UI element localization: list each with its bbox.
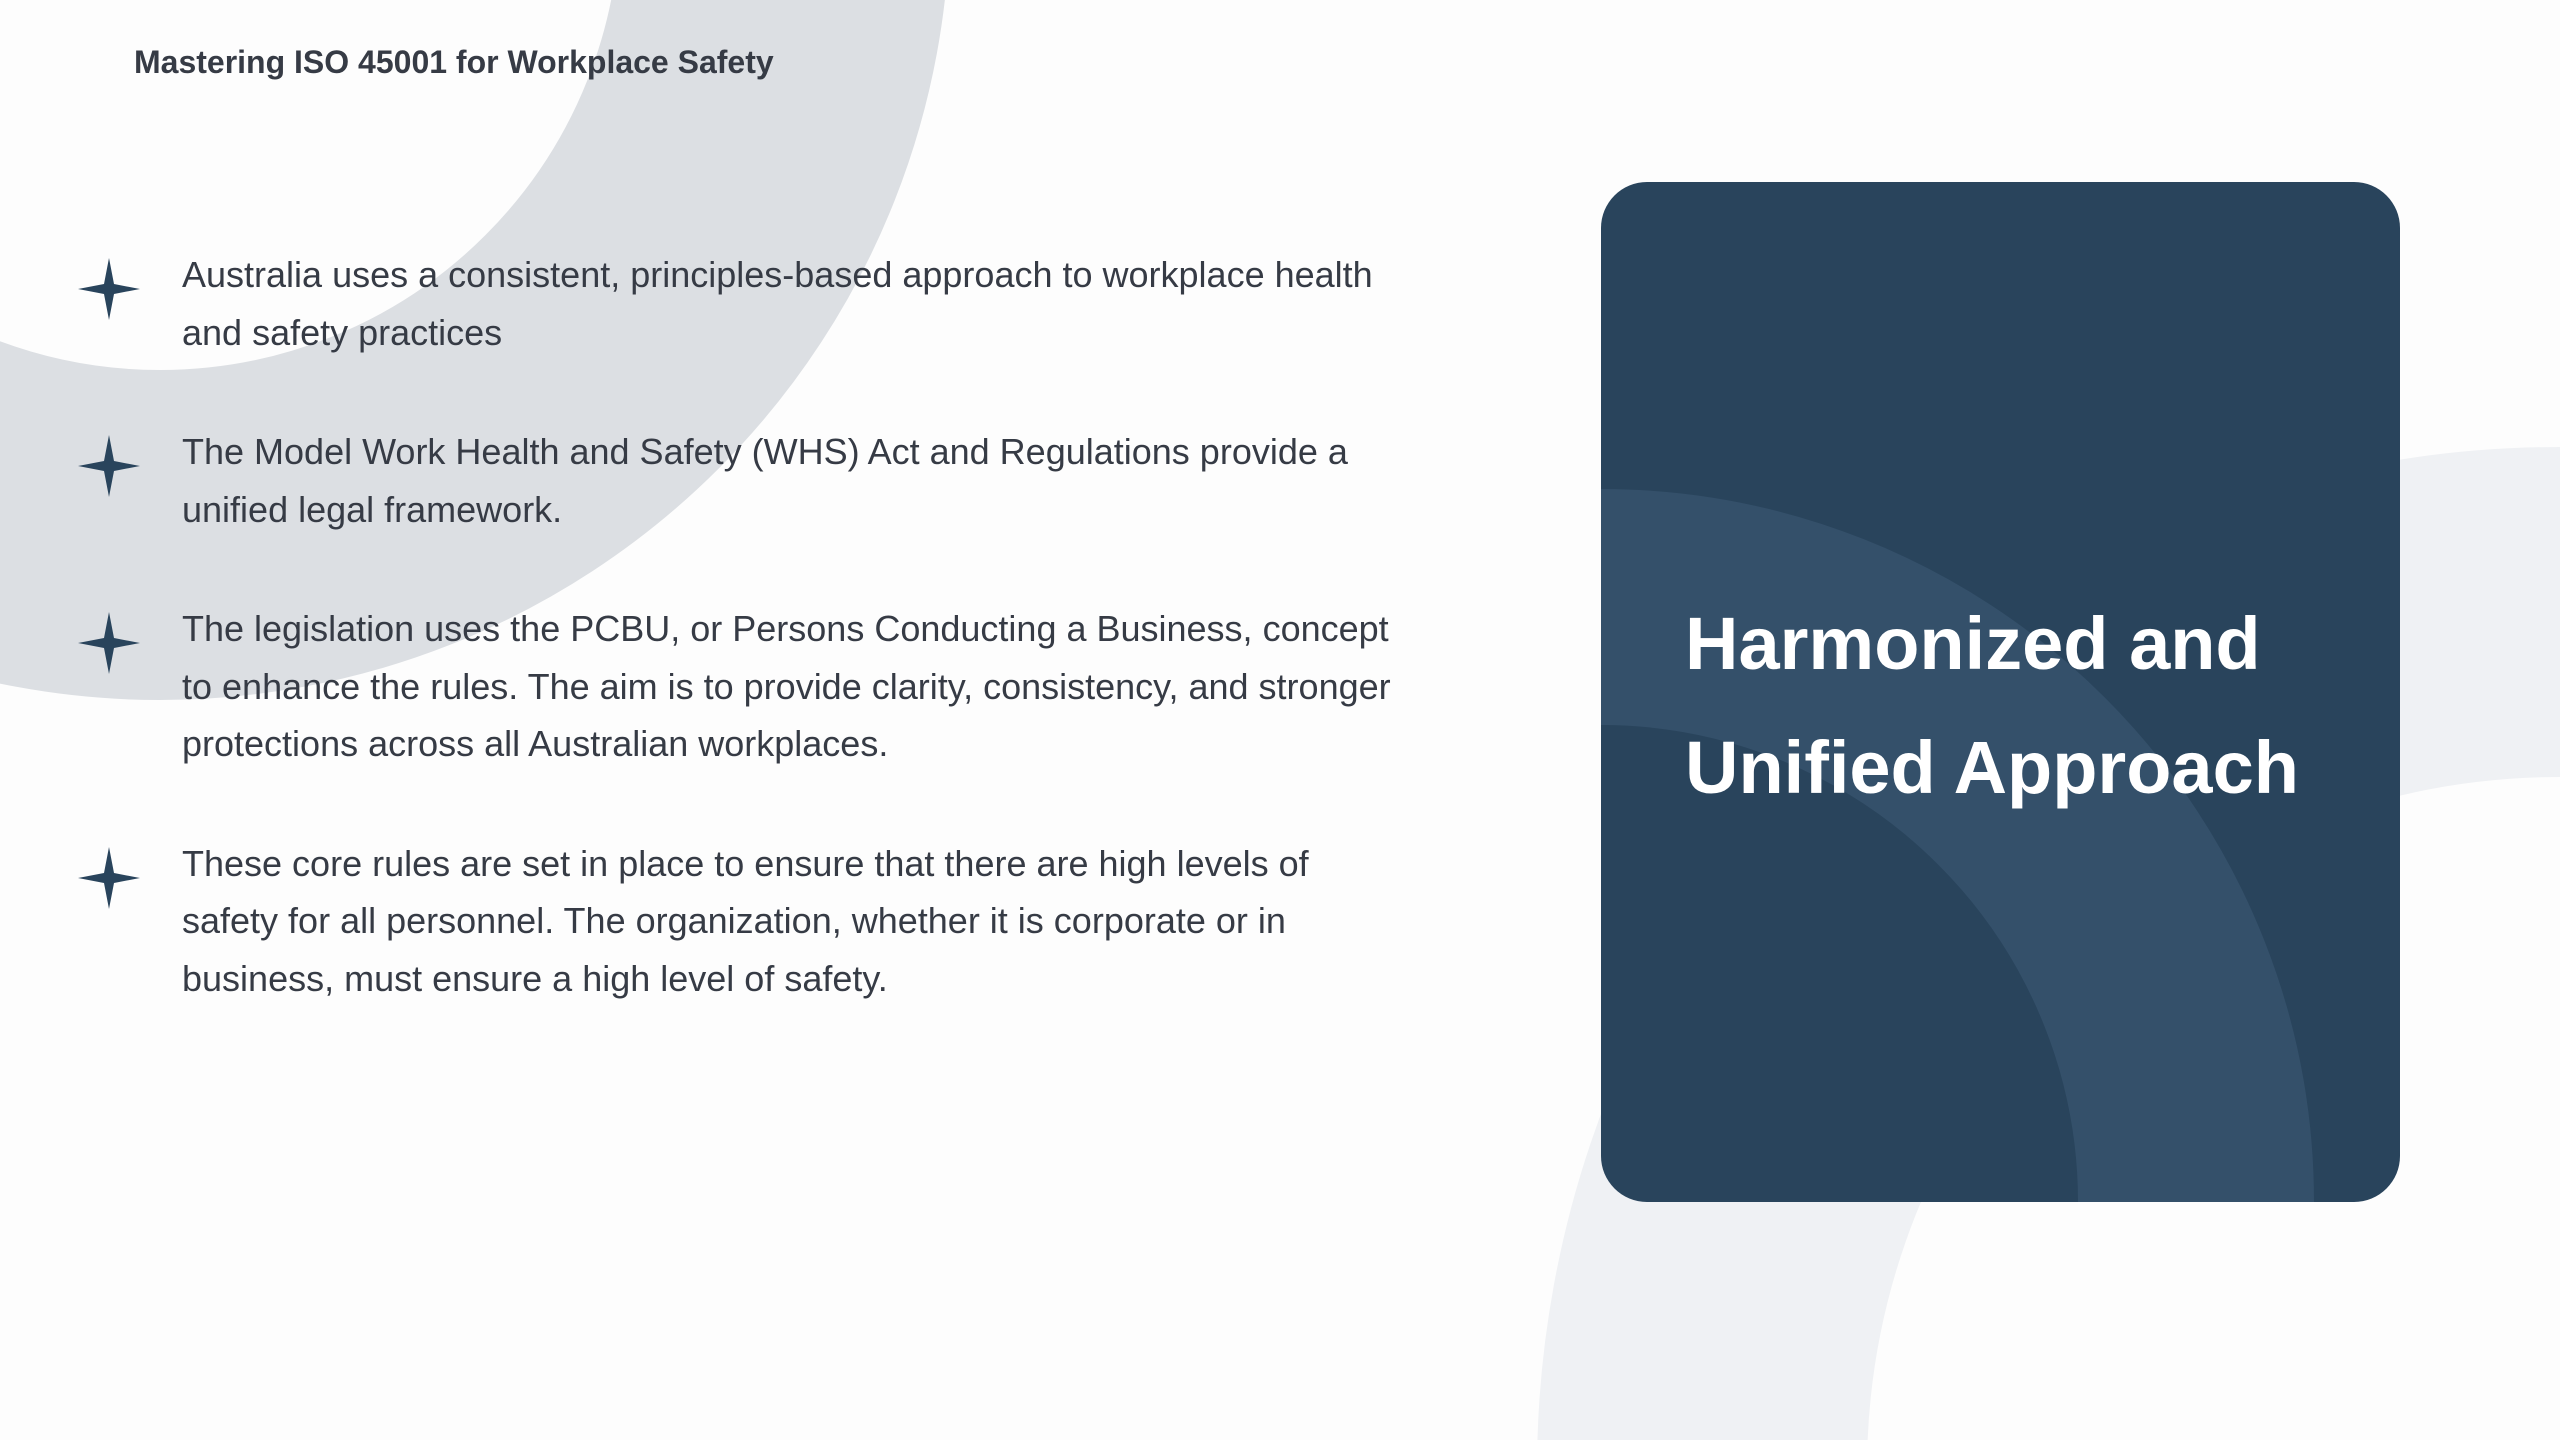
four-point-star-icon bbox=[78, 612, 140, 674]
bullet-item bbox=[78, 835, 1398, 1008]
four-point-star-icon bbox=[78, 847, 140, 909]
four-point-star-icon bbox=[78, 435, 140, 497]
bullet-list bbox=[78, 246, 1398, 1069]
highlight-card bbox=[1601, 182, 2400, 1202]
four-point-star-icon bbox=[78, 258, 140, 320]
bullet-text: These core rules are set in place to ensure that there are high levels of safety for all personnel. The organization, whether it is corporate or in business, must ensure a high level of safety. bbox=[182, 842, 1309, 999]
bullet-text: Australia uses a consistent, principles-based approach to workplace health and safety practices bbox=[182, 254, 1373, 353]
bullet-text: The legislation uses the PCBU, or Persons Conducting a Business, concept to enhance the rules. The aim is to provide clarity, consistency, and stronger protections across all Australian workplaces. bbox=[182, 608, 1391, 764]
slide-title: Mastering ISO 45001 for Workplace Safety bbox=[134, 44, 774, 80]
bullet-text: The Model Work Health and Safety (WHS) Act and Regulations provide a unified legal framework. bbox=[182, 431, 1348, 530]
bullet-item bbox=[78, 246, 1398, 361]
card-title: Harmonized and Unified Approach bbox=[1685, 602, 2299, 809]
bullet-item bbox=[78, 600, 1398, 773]
bullet-item bbox=[78, 423, 1398, 538]
